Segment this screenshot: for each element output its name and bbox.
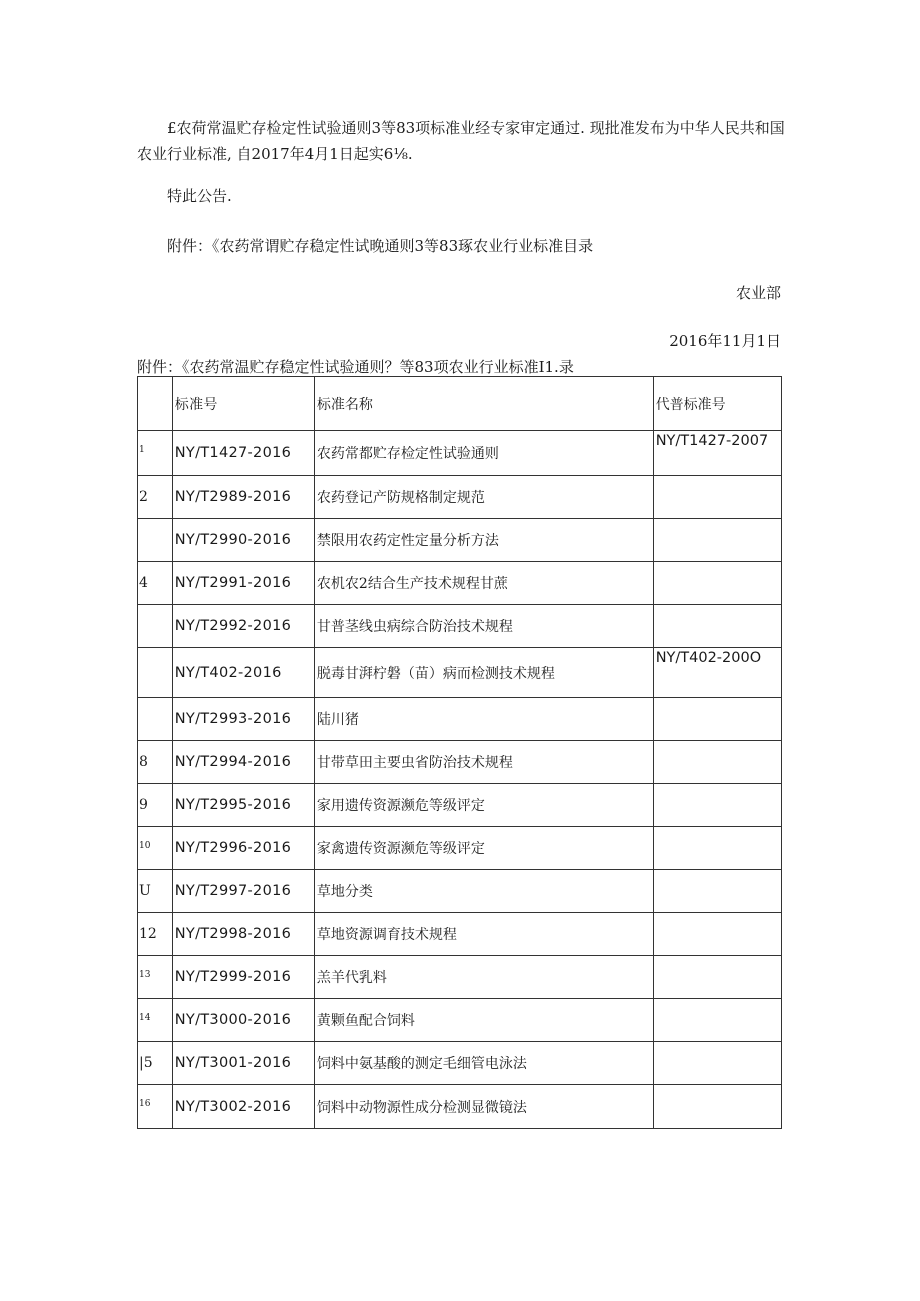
standard-name: 家用遗传资源濒危等级评定 <box>314 784 653 827</box>
table-row <box>138 913 782 956</box>
table-row <box>138 1042 782 1085</box>
replaced-standard <box>653 870 781 913</box>
replaced-standard: NY/T402-200O <box>653 648 781 698</box>
notice-paragraph: £农荷常温贮存检定性试验通则3等83项标准业经专家审定通过. 现批准发布为中华人民共和国农业行业标准, 自2017年4月1日起实6⅛. <box>137 119 785 163</box>
standard-code: NY/T2992-2016 <box>172 605 314 648</box>
standard-code: NY/T402-2016 <box>172 648 314 698</box>
header-code: 标准号 <box>172 377 314 431</box>
notice-attachment-line: 附件：《农药常谓贮存稳定性试晚通则3等83琢农业行业标准目录 <box>167 237 594 255</box>
standard-name: 脱毒甘湃柠磐（苗）病而检测技术规程 <box>314 648 653 698</box>
standard-code: NY/T2990-2016 <box>172 519 314 562</box>
row-number: 8 <box>138 741 173 784</box>
header-replaces: 代普标准号 <box>653 377 781 431</box>
standard-name: 黄颗鱼配合饲料 <box>314 999 653 1042</box>
standard-name: 饲料中动物源性成分检测显微镜法 <box>314 1085 653 1129</box>
standard-code: NY/T3002-2016 <box>172 1085 314 1129</box>
standard-name: 农药常都贮存检定性试验通则 <box>314 431 653 476</box>
table-row <box>138 784 782 827</box>
table-row <box>138 431 782 476</box>
row-number: 1 <box>138 431 173 476</box>
replaced-standard <box>653 519 781 562</box>
standard-code: NY/T2997-2016 <box>172 870 314 913</box>
table-row <box>138 741 782 784</box>
table-row <box>138 956 782 999</box>
standard-name: 农药登记产防规格制定规范 <box>314 476 653 519</box>
standard-code: NY/T2998-2016 <box>172 913 314 956</box>
row-number: 9 <box>138 784 173 827</box>
replaced-standard <box>653 956 781 999</box>
replaced-standard <box>653 562 781 605</box>
replaced-standard <box>653 784 781 827</box>
table-row <box>138 698 782 741</box>
standards-table <box>137 376 782 1129</box>
table-row <box>138 605 782 648</box>
row-number <box>138 605 173 648</box>
standard-name: 农机农2结合生产技术规程甘蔗 <box>314 562 653 605</box>
standard-code: NY/T2989-2016 <box>172 476 314 519</box>
table-row <box>138 476 782 519</box>
row-number: U <box>138 870 173 913</box>
standard-name: 甘普茎线虫病综合防治技术规程 <box>314 605 653 648</box>
row-number <box>138 698 173 741</box>
standard-name: 饲料中氨基酸的测定毛细管电泳法 <box>314 1042 653 1085</box>
standard-code: NY/T3000-2016 <box>172 999 314 1042</box>
replaced-standard <box>653 741 781 784</box>
replaced-standard <box>653 476 781 519</box>
table-row <box>138 519 782 562</box>
replaced-standard <box>653 827 781 870</box>
row-number: 14 <box>138 999 173 1042</box>
row-number: 16 <box>138 1085 173 1129</box>
header-no <box>138 377 173 431</box>
table-row <box>138 999 782 1042</box>
replaced-standard <box>653 1042 781 1085</box>
standard-name: 甘带草田主要虫省防治技术规程 <box>314 741 653 784</box>
row-number <box>138 519 173 562</box>
table-row <box>138 870 782 913</box>
replaced-standard: NY/T1427-2007 <box>653 431 781 476</box>
row-number: 4 <box>138 562 173 605</box>
row-number: 13 <box>138 956 173 999</box>
row-number: |5 <box>138 1042 173 1085</box>
standard-code: NY/T2991-2016 <box>172 562 314 605</box>
standard-code: NY/T2996-2016 <box>172 827 314 870</box>
replaced-standard <box>653 605 781 648</box>
notice-closing: 特此公告. <box>167 187 232 205</box>
standard-name: 草地资源调育技术规程 <box>314 913 653 956</box>
table-row <box>138 827 782 870</box>
table-header-row <box>138 377 782 431</box>
replaced-standard <box>653 1085 781 1129</box>
table-row <box>138 562 782 605</box>
standard-code: NY/T2993-2016 <box>172 698 314 741</box>
row-number: 10 <box>138 827 173 870</box>
standard-name: 草地分类 <box>314 870 653 913</box>
standard-name: 羔羊代乳料 <box>314 956 653 999</box>
standard-code: NY/T3001-2016 <box>172 1042 314 1085</box>
standard-name: 陆川猪 <box>314 698 653 741</box>
standard-name: 家禽遗传资源濒危等级评定 <box>314 827 653 870</box>
standard-code: NY/T2994-2016 <box>172 741 314 784</box>
standard-code: NY/T2995-2016 <box>172 784 314 827</box>
table-caption: 附件：《农药常温贮存稳定性试验通则？等83项农业行业标准I1.录 <box>137 358 574 376</box>
replaced-standard <box>653 913 781 956</box>
standard-name: 禁限用农药定性定量分析方法 <box>314 519 653 562</box>
row-number: 2 <box>138 476 173 519</box>
replaced-standard <box>653 698 781 741</box>
table-row <box>138 648 782 698</box>
table-row <box>138 1085 782 1129</box>
row-number <box>138 648 173 698</box>
row-number: 12 <box>138 913 173 956</box>
header-name: 标准名称 <box>314 377 653 431</box>
standard-code: NY/T1427-2016 <box>172 431 314 476</box>
signatory: 农业部 <box>735 284 781 302</box>
issue-date: 2016年11月1日 <box>669 332 781 350</box>
replaced-standard <box>653 999 781 1042</box>
standard-code: NY/T2999-2016 <box>172 956 314 999</box>
